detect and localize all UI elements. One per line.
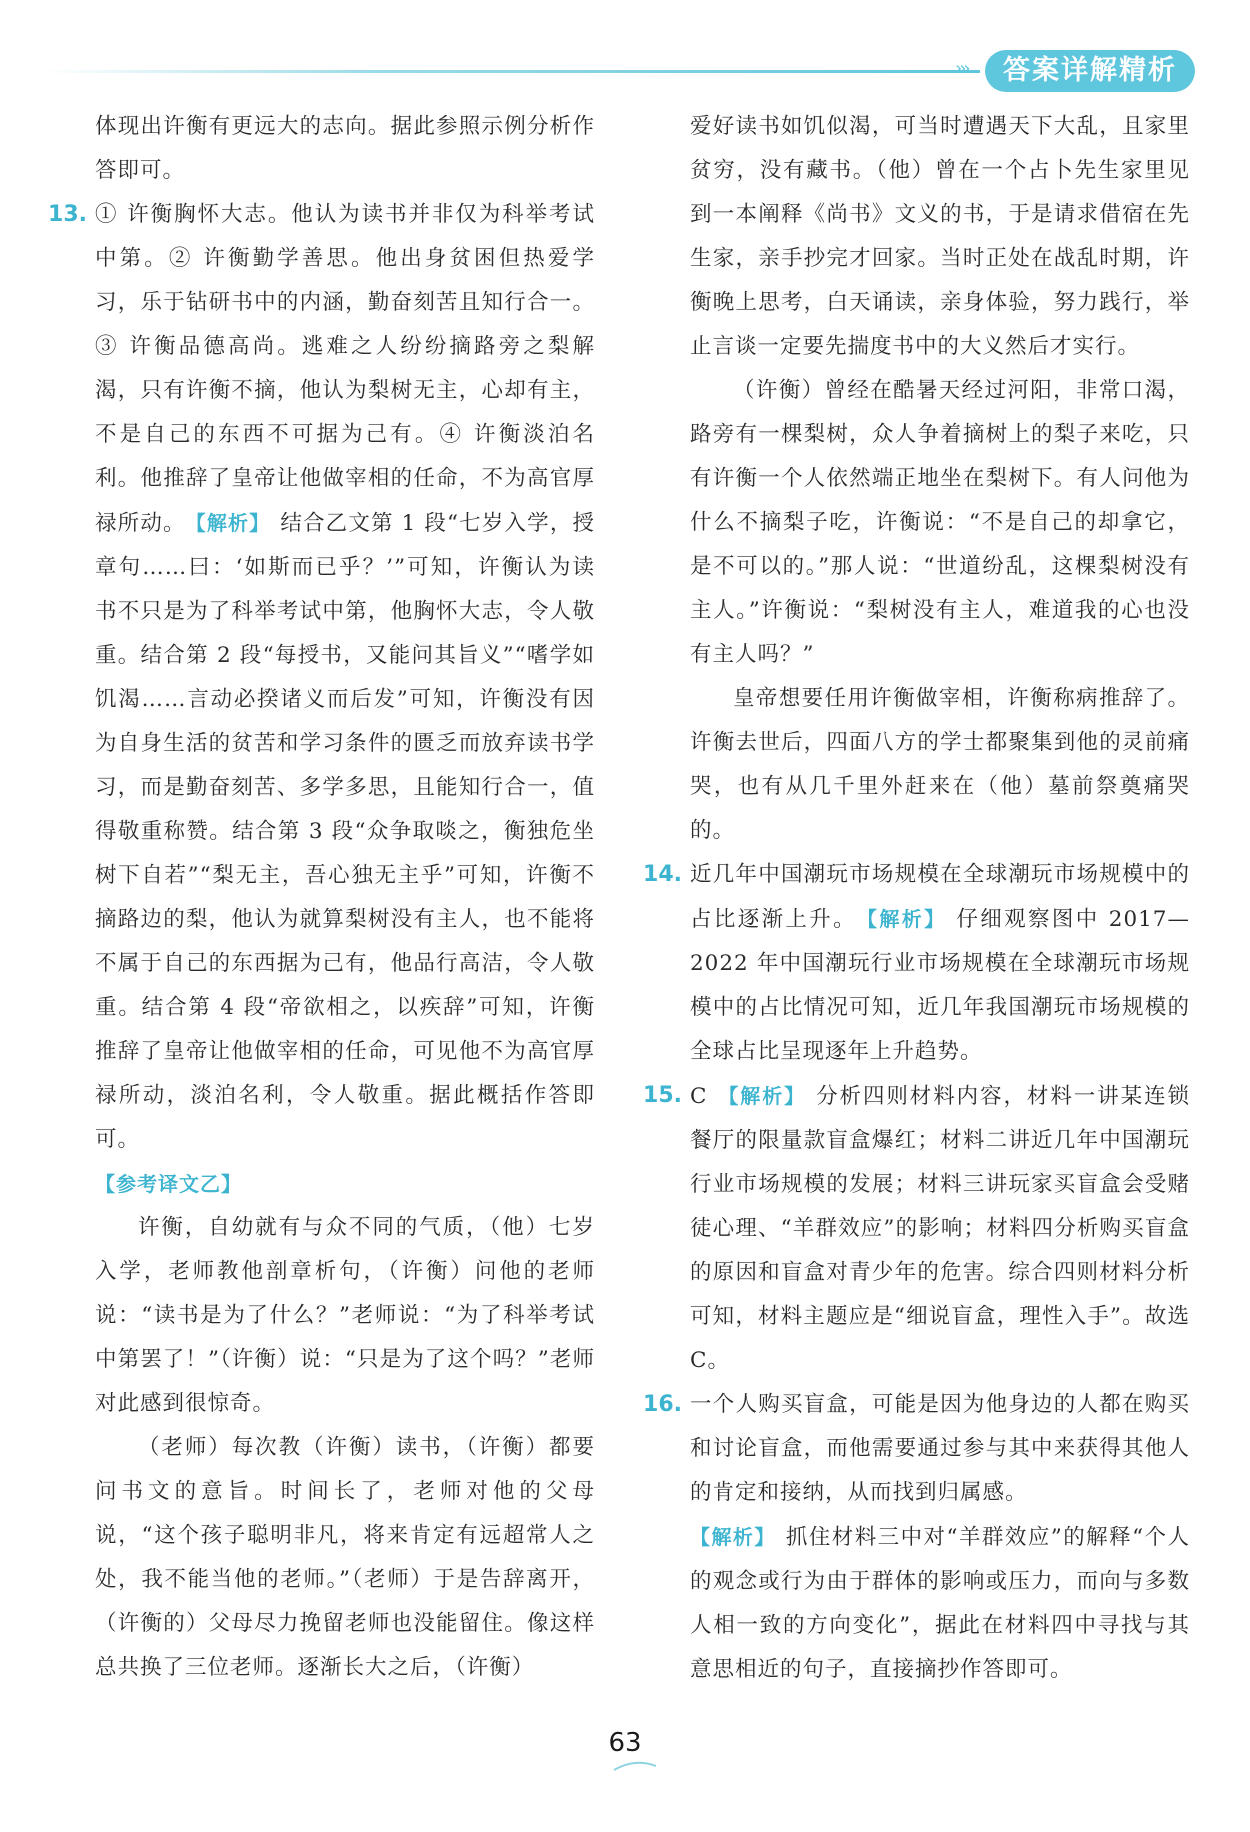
question-number: 15. [643,1083,682,1108]
question-14 [643,853,1190,1074]
answer-text: C [690,1084,708,1109]
intro-paragraph: 体现出许衡有更远大的志向。据此参照示例分析作答即可。 [95,114,595,183]
analysis-text: 仔细观察图中 2017—2022 年中国潮玩行业市场规模在全球潮玩市场规模中的占比情况可知，近几年我国潮玩市场规模的全球占比呈现逐年上升趋势。 [690,907,1190,1064]
analysis-text: 分析四则材料内容，材料一讲某连锁餐厅的限量款盲盒爆红；材料二讲近几年中国潮玩行业市场规模的发展；材料三讲玩家买盲盒会受赌徒心理、“羊群效应”的影响；材料四分析购买盲盒的原因和盲盒对青少年的危害。综合四则材料分析可知，材料主题应是“细说盲盒，理性入手”。故选 C。 [690,1084,1190,1373]
translation-paragraph: （许衡）曾经在酷暑天经过河阳，非常口渴，路旁有一棵梨树，众人争着摘树上的梨子来吃，只有许衡一个人依然端正地坐在梨树下。有人问他为什么不摘梨子吃，许衡说：“不是自己的却拿它，是不可以的。”那人说：“世道纷乱，这棵梨树没有主人。”许衡说：“梨树没有主人，难道我的心也没有主人吗？” [690,378,1190,667]
translation-paragraph: 皇帝想要任用许衡做宰相，许衡称病推辞了。许衡去世后，四面八方的学士都聚集到他的灵前痛哭，也有从几千里外赶来在（他）墓前祭奠痛哭的。 [690,686,1190,843]
answer-text: ① 许衡胸怀大志。他认为读书并非仅为科举考试中第。② 许衡勤学善思。他出身贫困但热爱学习，乐于钻研书中的内涵，勤奋刻苦且知行合一。③ 许衡品德高尚。逃难之人纷纷摘路旁之梨解渴，只有许衡不摘，他认为梨树无主，心却有主，不是自己的东西不可据为己有。④ 许衡淡泊名利。他推辞了皇帝让他做宰相的任命，不为高官厚禄所动。 [95,202,595,536]
header-rule [45,70,980,73]
translation-paragraph-continued: 爱好读书如饥似渴，可当时遭遇天下大乱，且家里贫穷，没有藏书。（他）曾在一个占卜先生家里见到一本阐释《尚书》文义的书，于是请求借宿在先生家，亲手抄完才回家。当时正处在战乱时期，许衡晚上思考，白天诵读，亲身体验，努力践行，举止言谈一定要先揣度书中的大义然后才实行。 [690,114,1190,359]
left-column [48,105,596,1690]
question-number: 13. [48,202,87,227]
page-number: 63 [608,1728,642,1758]
answer-text: 一个人购买盲盒，可能是因为他身边的人都在购买和讨论盲盒，而他需要通过参与其中来获得其他人的肯定和接纳，从而找到归属感。 [690,1392,1190,1505]
header-chevron-icon: ››› [955,58,968,79]
translation-heading: 【参考译文乙】 [95,1172,242,1196]
analysis-tag: 【解析】 [867,907,947,931]
analysis-tag: 【解析】 [690,1525,776,1549]
answer-paragraph [690,853,1190,1074]
right-column [643,105,1190,1692]
page-swash-icon [610,1758,660,1774]
analysis-tag: 【解析】 [717,1084,807,1108]
translation-paragraph: 许衡，自幼就有与众不同的气质，（他）七岁入学，老师教他剖章析句，（许衡）问他的老师说：“读书是为了什么？”老师说：“为了科举考试中第罢了！”（许衡）说：“只是为了这个吗？”老师对此感到很惊奇。 [95,1215,595,1416]
answer-paragraph [690,1074,1190,1383]
question-15 [643,1074,1190,1383]
analysis-paragraph [690,1515,1190,1692]
answer-paragraph [95,193,595,1162]
question-number: 16. [643,1392,682,1417]
answer-text: 近几年中国潮玩市场规模在全球潮玩市场规模中的占比逐渐上升。 [690,862,1190,932]
analysis-text: 抓住材料三中对“羊群效应”的解释“个人的观念或行为由于群体的影响或压力，而向与多数人相一致的方向变化”，据此在材料四中寻找与其意思相近的句子，直接摘抄作答即可。 [690,1525,1190,1682]
answer-paragraph [690,1383,1190,1515]
question-16 [643,1383,1190,1692]
analysis-text: 结合乙文第 1 段“七岁入学，授章句……曰：‘如斯而已乎？’”可知，许衡认为读书不只是为了科举考试中第，他胸怀大志，令人敬重。结合第 2 段“每授书，又能问其旨义”“嗜学如饥渴……言动必揆诸义而后发”可知，许衡没有因为自身生活的贫苦和学习条件的匮乏而放弃读书学习，而是勤奋刻苦、多学多思，且能知行合一，值得敬重称赞。结合第 3 段“众争取啖之，衡独危坐树下自若”“梨无主，吾心独无主乎”可知，许衡不摘路边的梨，他认为就算梨树没有主人，也不能将不属于自己的东西据为己有，他品行高洁，令人敬重。结合第 4 段“帝欲相之，以疾辞”可知，许衡推辞了皇帝让他做宰相的任命，可见他不为高官厚禄所动，淡泊名利，令人敬重。据此概括作答即可。 [95,511,596,1152]
question-number: 14. [643,862,682,887]
question-13 [48,193,596,1162]
section-badge: 答案详解精析 [985,50,1195,92]
translation-paragraph: （老师）每次教（许衡）读书，（许衡）都要问书文的意旨。时间长了，老师对他的父母说，“这个孩子聪明非凡，将来肯定有远超常人之处，我不能当他的老师。”（老师）于是告辞离开，（许衡的）父母尽力挽留老师也没能留住。像这样总共换了三位老师。逐渐长大之后，（许衡） [95,1435,595,1680]
analysis-tag: 【解析】 [195,511,271,535]
